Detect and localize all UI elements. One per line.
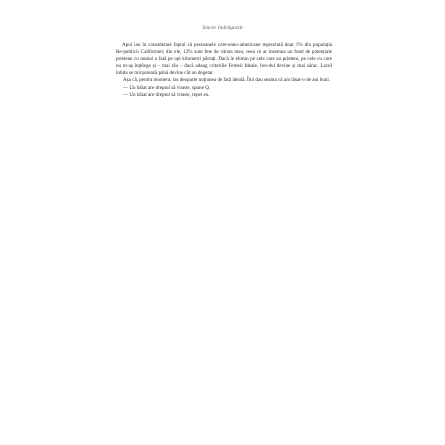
dialogue-line: — Un băiat are dreptul să viseze, repet eu.	[123, 91, 210, 98]
paragraph: Așa că, pentru moment, las deoparte noțiunea de fată ideală. Îmi dau seama că am lăsat-o de ani buni.	[123, 77, 331, 84]
paragraph: Apoi iau în considerare faptul că persoanele core-eano-americane reprezintă doar 1% din populația Re-publicii Californiei; din ele, 12% sunt fete de vârsta mea, ceea ce ar însemna un fond de potențiale prietene cu numai o fată pe opt kilometri pătrați. Dacă le elimin pe cele care au prieteni, pe cele cu care nu m-aș înțelege și – mai rău – dacă adaug criteriile Femeii Ideale, fon-dul devine și mai sărac. Lacul lubita se micșorează până devine cât un degetar.	[116, 42, 332, 77]
running-head: Sincer îndrăgostit	[202, 25, 243, 31]
dialogue-line: — Un băiat are dreptul să viseze, spune Q.	[123, 84, 211, 91]
body-text	[116, 42, 332, 99]
